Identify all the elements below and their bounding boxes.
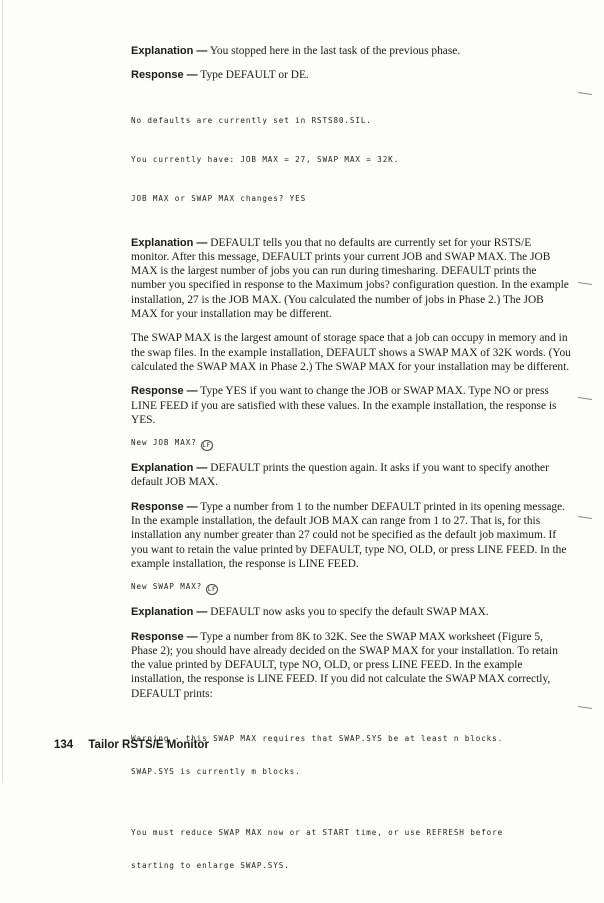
page-edge bbox=[2, 0, 3, 783]
margin-mark bbox=[578, 397, 592, 400]
margin-mark bbox=[578, 516, 592, 519]
terminal-output-1: No defaults are currently set in RSTS80.SIL. You currently have: JOB MAX = 27, SWAP MAX = 32K. JOB MAX or SWAP MAX changes? YES bbox=[131, 115, 400, 203]
margin-mark bbox=[578, 706, 592, 709]
explanation-3: Explanation — DEFAULT prints the question again. It asks if you want to specify another default JOB MAX. bbox=[131, 462, 549, 489]
explanation-2: Explanation — DEFAULT tells you that no defaults are currently set for your RSTS/E monitor. After this message, DEFAULT prints your current JOB and SWAP MAX. The JOB MAX is the largest number of jobs you can run during timesharing. DEFAULT prints the number you specified in response to the Maximum jobs? configuration question. In the example installation, 27 is the JOB MAX. (You calculated the number of jobs in Phase 2.) The JOB MAX for your installation may be different. bbox=[131, 236, 569, 321]
page-content bbox=[131, 44, 571, 903]
page-number: 134 bbox=[54, 739, 74, 751]
response-4: Response — Type a number from 8K to 32K. See the SWAP MAX worksheet (Figure 5, Phase 2); you should have already decided on the SWAP MAX for your installation. To retain the value printed by DEFAULT, type NO, OLD, or press LINE FEED. In the example installation, the response is LINE FEED. If you did not calculate the SWAP MAX correctly, DEFAULT prints: bbox=[131, 630, 558, 700]
line-feed-key-icon: LF bbox=[202, 442, 211, 450]
response-1: Response — Type DEFAULT or DE. bbox=[131, 69, 309, 82]
explanation-4: Explanation — DEFAULT now asks you to specify the default SWAP MAX. bbox=[131, 606, 489, 619]
terminal-output-3: New SWAP MAX? LF bbox=[131, 582, 217, 594]
margin-mark bbox=[578, 92, 592, 95]
margin-mark bbox=[578, 282, 592, 285]
response-2: Response — Type YES if you want to change the JOB or SWAP MAX. Type NO or press LINE FEED if you are satisfied with these values. In the example installation, the response is YES. bbox=[131, 385, 557, 426]
terminal-output-4: Warning - this SWAP MAX requires that SWAP.SYS be at least n blocks. SWAP.SYS is currently m blocks. You must reduce SWAP MAX now or at START time, or use REFRESH before starting to enlarge SWAP.SYS. bbox=[131, 734, 504, 871]
response-3: Response — Type a number from 1 to the number DEFAULT printed in its opening message. In the example installation, the default JOB MAX can range from 1 to 27. That is, for this installation any number greater than 27 could not be specified as the default job maximum. If you want to retain the value printed by DEFAULT, type NO, OLD, or press LINE FEED. In the example installation, the response is LINE FEED. bbox=[131, 500, 567, 570]
footer-title: Tailor RSTS/E Monitor bbox=[88, 739, 209, 751]
page-footer bbox=[54, 739, 209, 751]
swap-max-paragraph: The SWAP MAX is the largest amount of storage space that a job can occupy in memory and in the swap files. In the example installation, DEFAULT shows a SWAP MAX of 32K words. (You calculated the SWAP MAX in Phase 2.) The SWAP MAX for your installation may be different. bbox=[131, 332, 571, 373]
terminal-output-2: New JOB MAX? LF bbox=[131, 438, 211, 450]
explanation-1: Explanation — You stopped here in the last task of the previous phase. bbox=[131, 45, 461, 57]
line-feed-key-icon: LF bbox=[207, 586, 217, 594]
